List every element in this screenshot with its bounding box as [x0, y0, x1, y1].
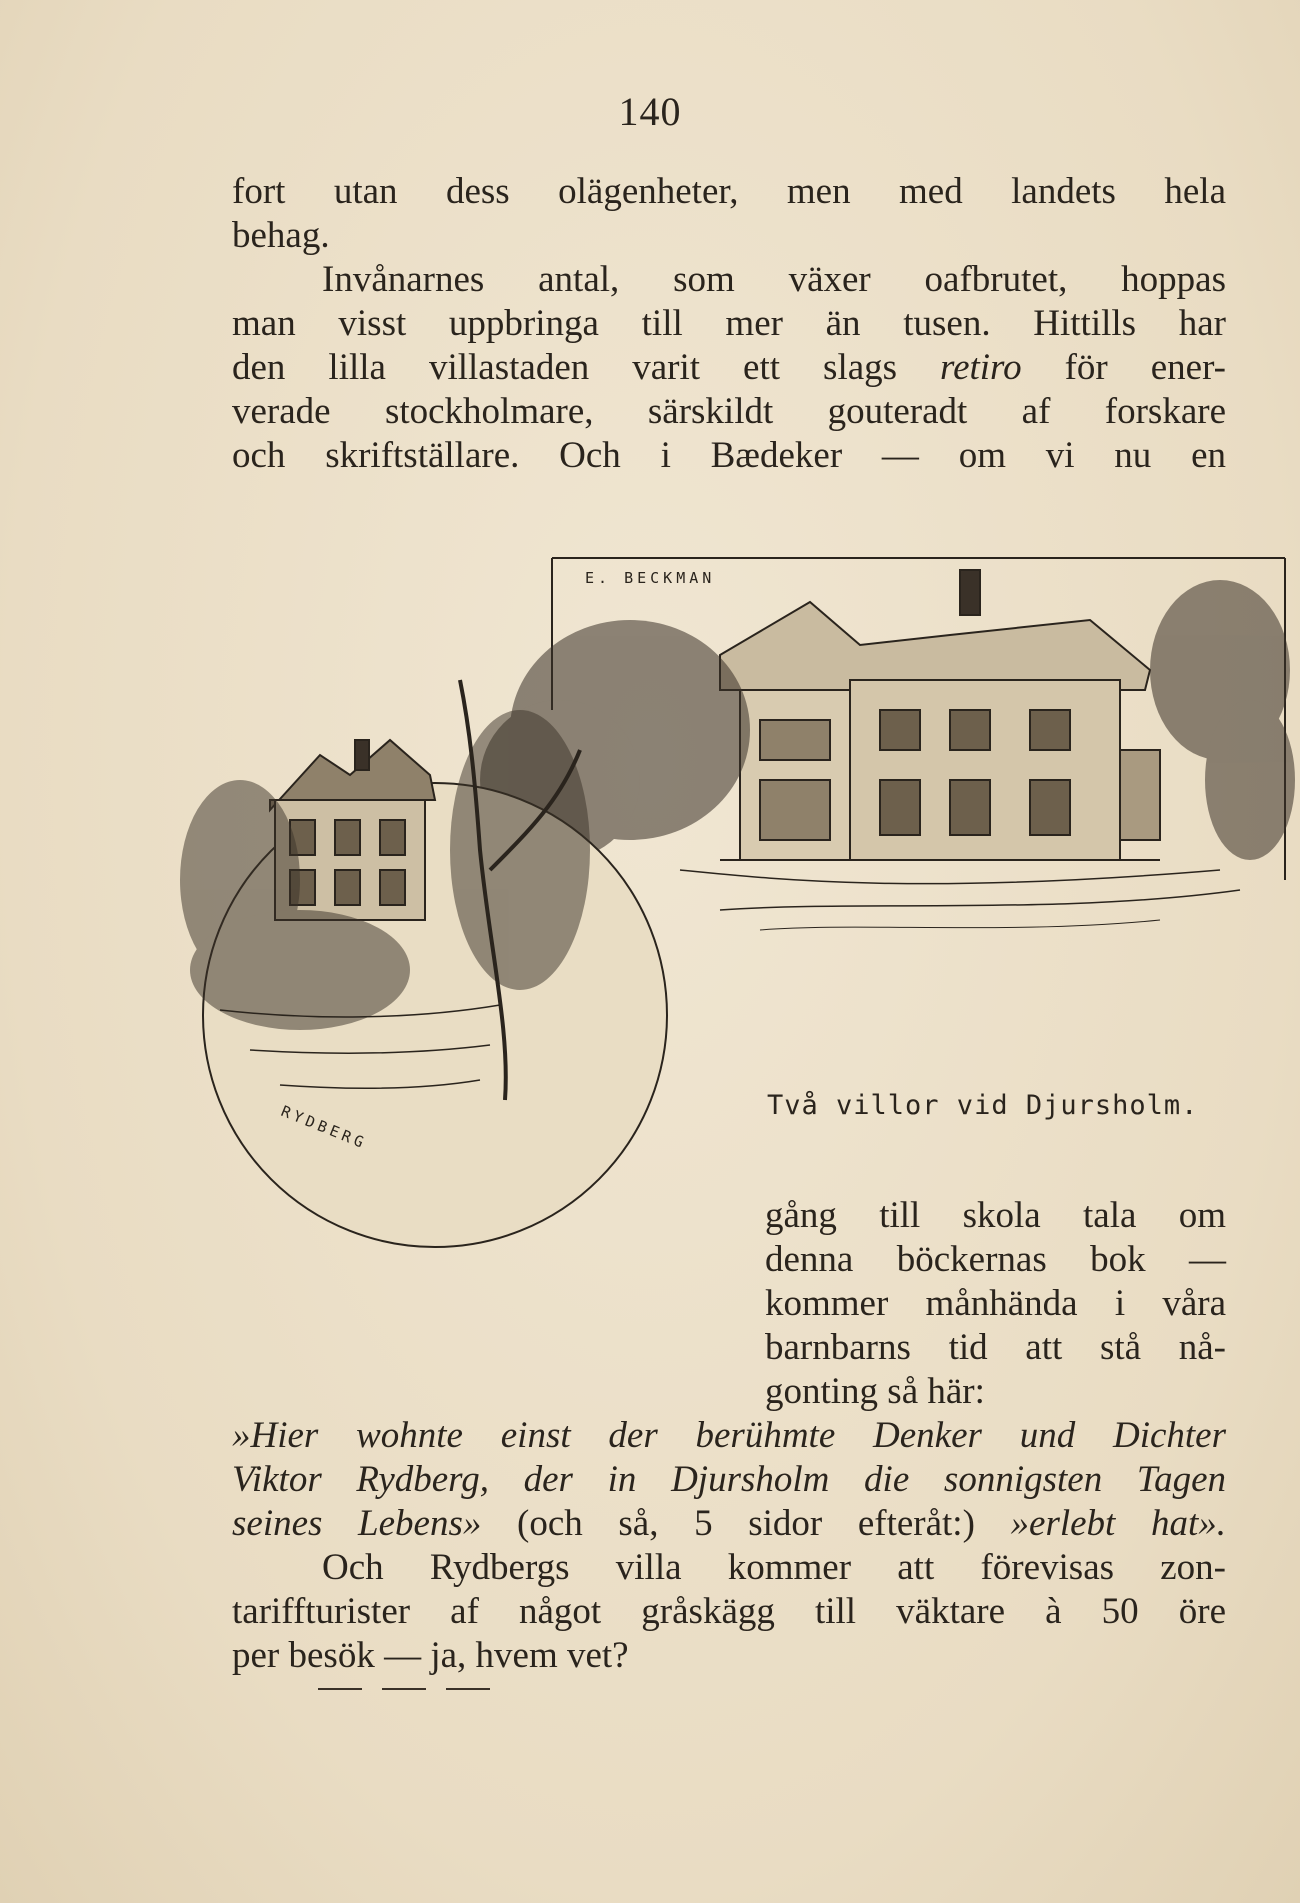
text-segment: för ener- — [1021, 347, 1226, 388]
text-line: Och Rydbergs villa kommer att förevisas zon- — [322, 1547, 1226, 1588]
text-line: och skriftställare. Och i Bædeker — om vi nu en — [232, 435, 1226, 476]
text-line: man visst uppbringa till mer än tusen. Hittills har — [232, 303, 1226, 344]
text-line: per besök — ja, hvem vet? — [232, 1635, 629, 1676]
artist-signature-bottom: RYDBERG — [278, 1102, 370, 1153]
text-line: denna böckernas bok — — [765, 1239, 1226, 1280]
end-rule — [382, 1688, 426, 1690]
italic-word: retiro — [940, 347, 1022, 388]
text-segment: (och så, 5 sidor efteråt:) — [481, 1503, 1011, 1544]
text-line: fort utan dess olägenheter, men med landets hela — [232, 171, 1226, 212]
text-line: verade stockholmare, särskildt gouteradt af forskare — [232, 391, 1226, 432]
end-rule — [446, 1688, 490, 1690]
text-line — [232, 346, 1226, 390]
text-segment: den lilla villastaden varit ett slags — [232, 347, 941, 388]
italic-segment: seines Lebens» — [232, 1503, 482, 1544]
villa-1 — [680, 570, 1240, 930]
artist-signature-top: E. BECKMAN — [585, 569, 716, 587]
illustration-caption: Två villor vid Djursholm. — [767, 1090, 1199, 1121]
end-rule — [318, 1688, 362, 1690]
text-line: gång till skola tala om — [765, 1195, 1226, 1236]
quote-line: »Hier wohnte einst der berühmte Denker und Dichter — [232, 1415, 1226, 1456]
text-line: behag. — [232, 215, 330, 256]
page-number: 140 — [618, 89, 682, 134]
quote-line: Viktor Rydberg, der in Djursholm die sonnigsten Tagen — [232, 1459, 1226, 1500]
text-line: Invånarnes antal, som växer oafbrutet, hoppas — [322, 259, 1226, 300]
text-line: tariffturister af något gråskägg till väktare à 50 öre — [232, 1591, 1226, 1632]
text-line: barnbarns tid att stå nå- — [765, 1327, 1226, 1368]
text-line: kommer månhända i våra — [765, 1283, 1226, 1324]
text-line: gonting så här: — [765, 1371, 985, 1412]
italic-segment: »erlebt hat». — [1010, 1503, 1226, 1544]
quote-line — [232, 1502, 1226, 1546]
